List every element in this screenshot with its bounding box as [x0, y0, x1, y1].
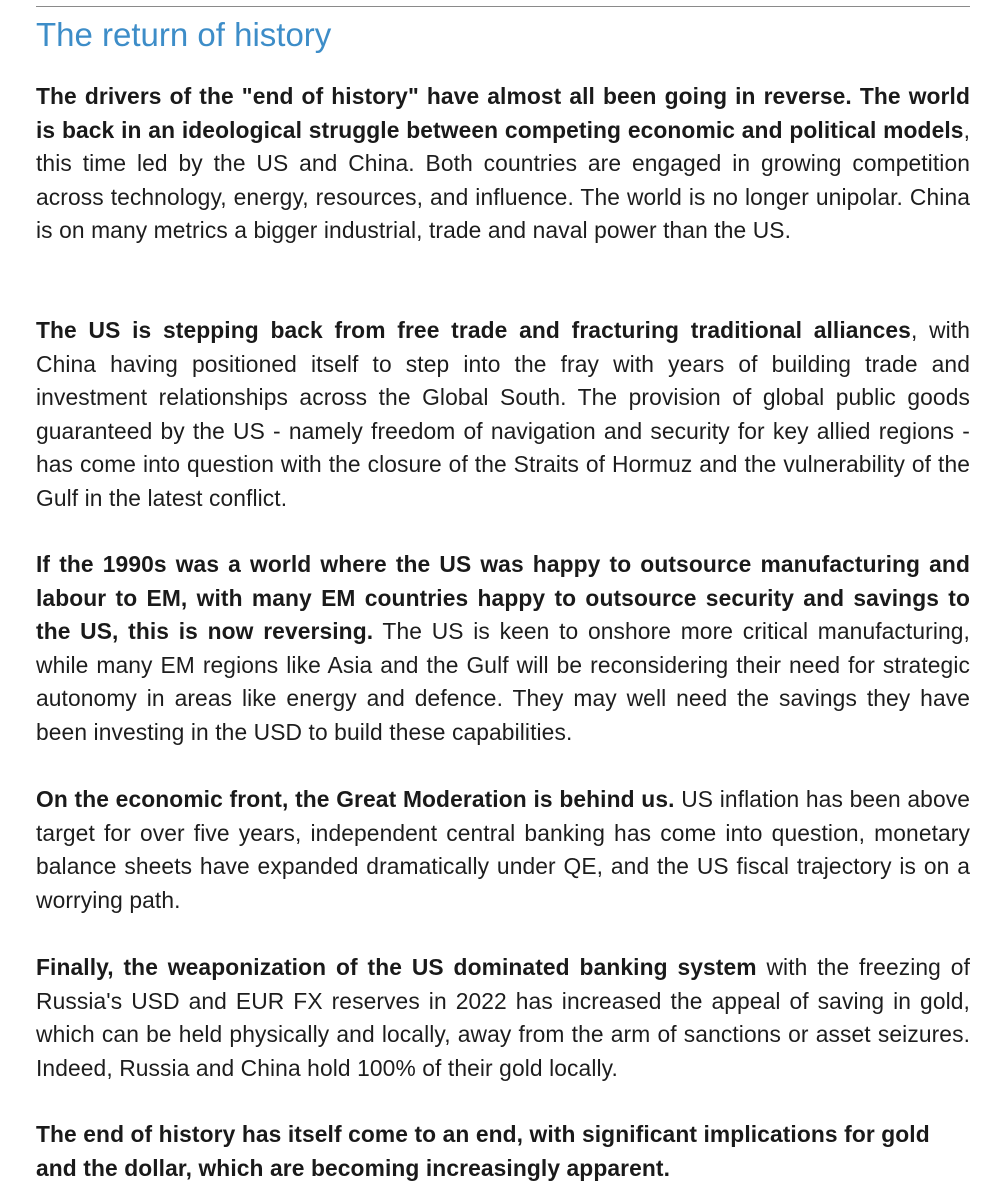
- top-divider: [36, 6, 970, 7]
- paragraph-lead: The US is stepping back from free trade and fracturing traditional alliances: [36, 317, 911, 343]
- paragraph-body: with the freezing of Russia's USD and EUR FX reserves in 2022 has increased the appeal of saving in gold, which can be held physically and locally, away from the arm of sanctions or asset seizures. Indeed, Russia and China hold 100% of their gold locally.: [36, 954, 971, 1081]
- paragraph-body: The US is keen to onshore more critical manufacturing, while many EM regions like Asia and the Gulf will be reconsidering their need for strategic autonomy in areas like energy and defence. They may well need the savings they have been investing in the USD to build these capabilities.: [36, 618, 970, 745]
- paragraph-1990s-reversal: [36, 548, 970, 749]
- paragraph-body: , this time led by the US and China. Both countries are engaged in growing competition across technology, energy, resources, and influence. The world is no longer unipolar. China is on many metrics a bigger industrial, trade and naval power than the US.: [36, 116, 970, 243]
- paragraph-lead: If the 1990s was a world where the US was happy to outsource manufacturing and labour to EM, with many EM countries happy to outsource security and savings to the US, this is now reversing.: [36, 551, 970, 644]
- paragraph-lead: The end of history has itself come to an end, with significant implications for gold and the dollar, which are becoming increasingly apparent.: [36, 1121, 930, 1181]
- paragraph-body: , with China having positioned itself to step into the fray with years of building trade and investment relationships across the Global South. The provision of global public goods guaranteed by the US - namely freedom of navigation and security for key allied regions - has come into question with the closure of the Straits of Hormuz and the vulnerability of the Gulf in the latest conflict.: [36, 317, 971, 511]
- paragraph-lead: On the economic front, the Great Moderation is behind us.: [36, 786, 675, 812]
- paragraph-end-of-history-drivers: [36, 80, 970, 248]
- paragraph-lead: Finally, the weaponization of the US dominated banking system: [36, 954, 757, 980]
- paragraph-conclusion: [36, 1118, 970, 1185]
- paragraph-body: US inflation has been above target for over five years, independent central banking has come into question, monetary balance sheets have expanded dramatically under QE, and the US fiscal trajectory is on a worrying path.: [36, 786, 970, 913]
- paragraph-great-moderation: [36, 783, 970, 917]
- paragraph-us-free-trade: [36, 314, 970, 515]
- paragraph-lead: The drivers of the "end of history" have almost all been going in reverse. The world is back in an ideological struggle between competing economic and political models: [36, 83, 970, 143]
- paragraph-weaponization: [36, 951, 970, 1085]
- section-title: The return of history: [36, 16, 332, 53]
